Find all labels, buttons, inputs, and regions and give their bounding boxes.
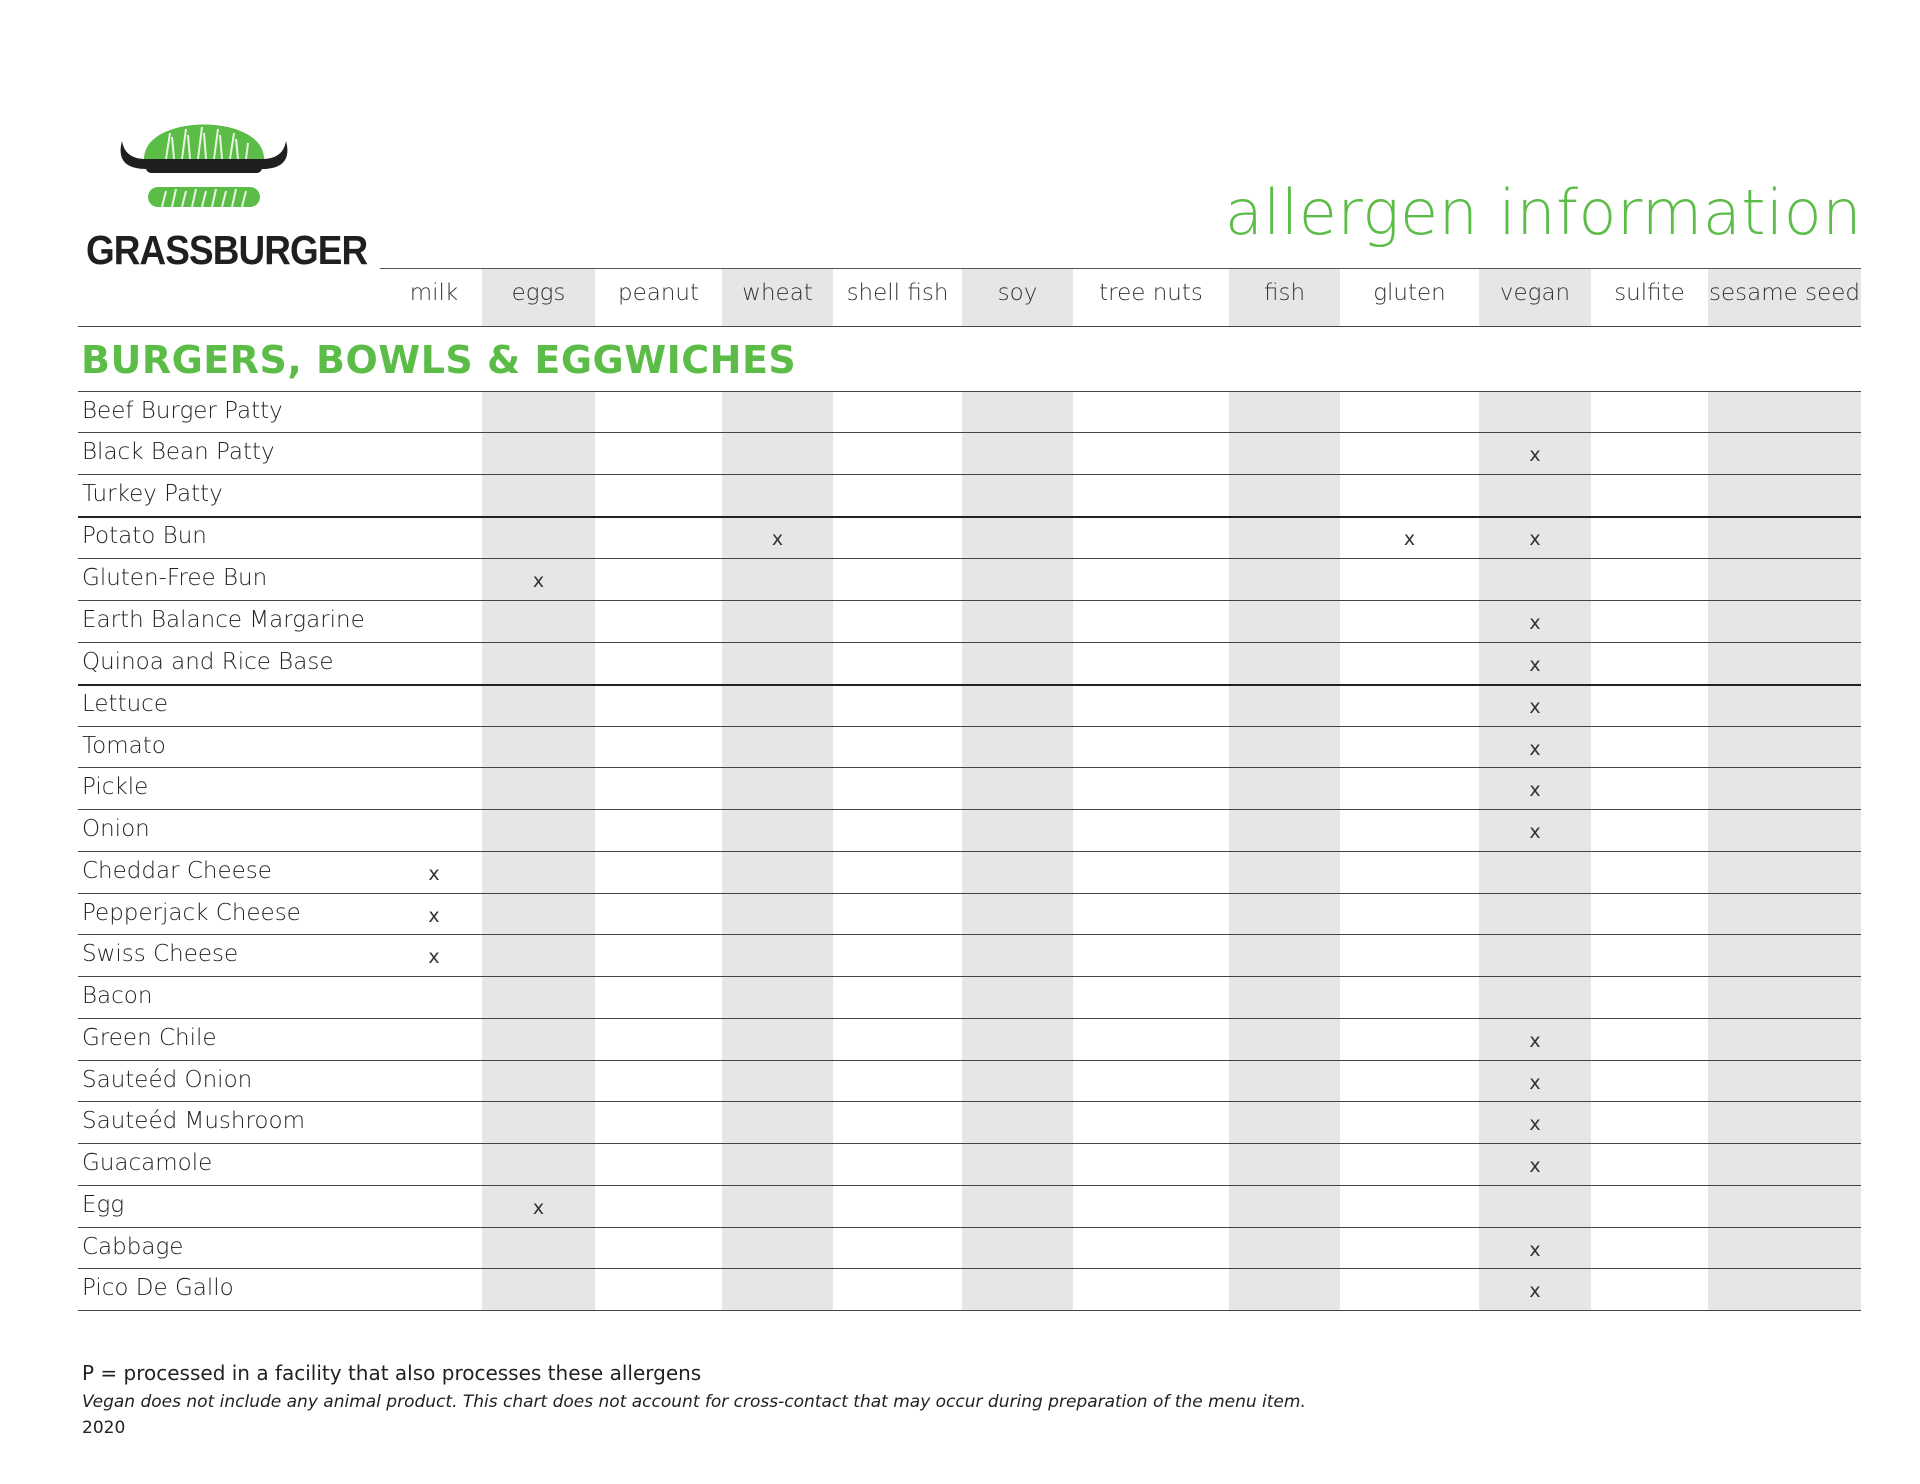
row-label: Sauteéd Onion	[82, 1067, 253, 1093]
row-rule	[78, 432, 1861, 433]
section-title: BURGERS, BOWLS & EGGWICHES	[81, 338, 797, 382]
row-label: Earth Balance Margarine	[82, 607, 365, 633]
brand-name: GRASSBURGER	[86, 227, 368, 273]
row-label: Black Bean Patty	[82, 439, 275, 465]
allergen-mark: x	[1529, 696, 1541, 718]
allergen-mark: x	[1529, 1113, 1541, 1135]
column-header-vegan: vegan	[1499, 280, 1571, 306]
allergen-mark: x	[1529, 1280, 1541, 1302]
row-label: Pico De Gallo	[82, 1275, 234, 1301]
row-rule	[78, 516, 1861, 518]
row-rule	[78, 684, 1861, 686]
row-rule	[78, 893, 1861, 894]
header-top-rule	[380, 268, 1861, 269]
row-rule	[78, 809, 1861, 810]
row-rule	[78, 558, 1861, 559]
row-label: Quinoa and Rice Base	[82, 649, 334, 675]
row-label: Lettuce	[82, 691, 168, 717]
column-header-shell-fish: shell fish	[846, 280, 949, 306]
row-rule	[78, 391, 1861, 392]
allergen-mark: x	[1403, 528, 1416, 550]
page-title: allergen information	[1224, 176, 1862, 249]
row-rule	[78, 1060, 1861, 1061]
column-header-sulfite: sulfite	[1614, 280, 1685, 306]
column-header-tree-nuts: tree nuts	[1099, 280, 1203, 306]
column-header-wheat: wheat	[742, 280, 813, 306]
row-label: Pickle	[82, 774, 149, 800]
allergen-mark: x	[1529, 779, 1541, 801]
allergen-mark: x	[1529, 528, 1541, 550]
allergen-mark: x	[1529, 654, 1541, 676]
row-rule	[78, 474, 1861, 475]
allergen-mark: x	[1529, 612, 1541, 634]
row-rule	[78, 726, 1861, 727]
footnote-vegan: Vegan does not include any animal product. This chart does not account for cross-contact that may occur during preparation of the menu item.	[82, 1392, 1306, 1412]
column-header-soy: soy	[997, 280, 1038, 306]
column-header-milk: milk	[409, 280, 459, 306]
row-label: Egg	[82, 1192, 125, 1218]
allergen-mark: x	[532, 570, 545, 592]
allergen-mark: x	[1529, 1030, 1541, 1052]
row-rule	[78, 1310, 1861, 1311]
row-label: Guacamole	[82, 1150, 213, 1176]
allergen-mark: x	[532, 1197, 545, 1219]
row-rule	[78, 851, 1861, 852]
row-rule	[78, 1143, 1861, 1144]
row-label: Turkey Patty	[82, 481, 223, 507]
allergen-mark: x	[771, 528, 784, 550]
header-bottom-rule	[78, 326, 1861, 327]
column-header-gluten: gluten	[1373, 280, 1446, 306]
row-label: Bacon	[82, 983, 153, 1009]
allergen-mark: x	[428, 905, 440, 927]
column-header-peanut: peanut	[617, 280, 700, 306]
column-header-sesame-seed: sesame seed	[1709, 280, 1860, 306]
row-label: Cheddar Cheese	[82, 858, 272, 884]
row-rule	[78, 1018, 1861, 1019]
row-label: Gluten-Free Bun	[82, 565, 268, 591]
allergen-mark: x	[1529, 1239, 1541, 1261]
footnote-processed: P = processed in a facility that also processes these allergens	[82, 1361, 702, 1385]
allergen-mark: x	[1529, 738, 1541, 760]
allergen-mark: x	[428, 946, 440, 968]
column-header-fish: fish	[1263, 280, 1306, 306]
row-rule	[78, 1185, 1861, 1186]
allergen-mark: x	[428, 863, 440, 885]
row-label: Tomato	[82, 733, 166, 759]
row-rule	[78, 1101, 1861, 1102]
row-rule	[78, 767, 1861, 768]
footnote-year: 2020	[82, 1418, 126, 1438]
row-label: Pepperjack Cheese	[82, 900, 301, 926]
allergen-mark: x	[1529, 1155, 1541, 1177]
row-label: Beef Burger Patty	[82, 398, 283, 424]
row-label: Sauteéd Mushroom	[82, 1108, 305, 1134]
row-label: Green Chile	[82, 1025, 217, 1051]
row-rule	[78, 976, 1861, 977]
row-rule	[78, 1268, 1861, 1269]
row-rule	[78, 600, 1861, 601]
row-label: Swiss Cheese	[82, 941, 239, 967]
allergen-mark: x	[1529, 821, 1541, 843]
row-rule	[78, 934, 1861, 935]
row-label: Onion	[82, 816, 150, 842]
allergen-mark: x	[1529, 444, 1541, 466]
allergen-mark: x	[1529, 1072, 1541, 1094]
row-rule	[78, 642, 1861, 643]
row-label: Cabbage	[82, 1234, 184, 1260]
row-label: Potato Bun	[82, 523, 207, 549]
row-rule	[78, 1227, 1861, 1228]
column-header-eggs: eggs	[511, 280, 566, 306]
